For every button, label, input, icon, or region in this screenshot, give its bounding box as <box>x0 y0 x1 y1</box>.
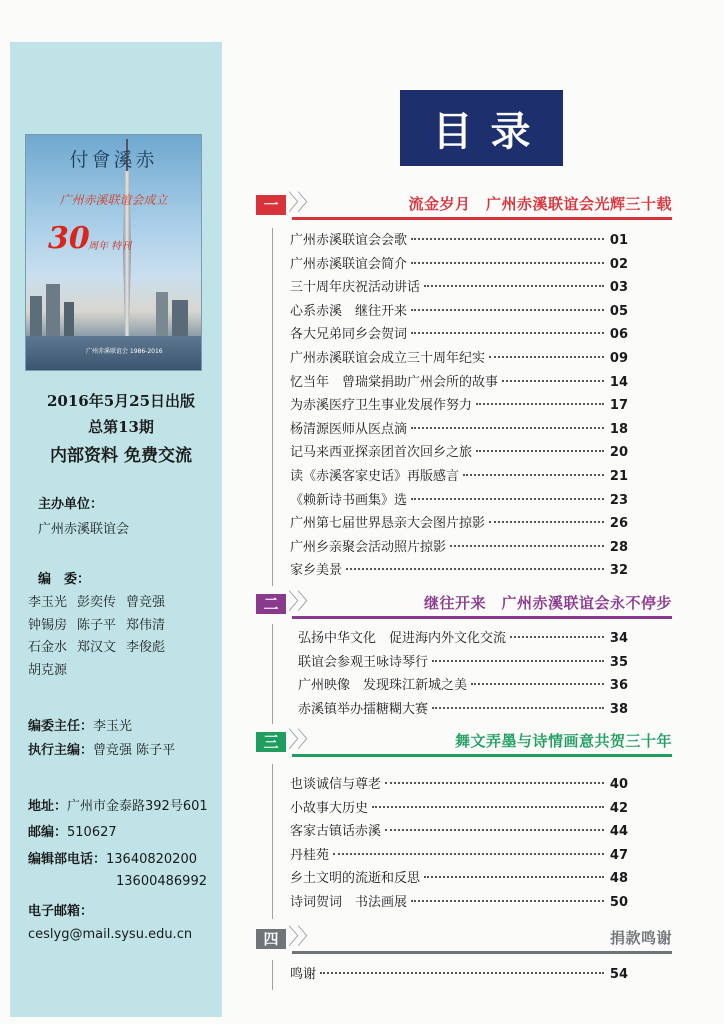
toc-entry[interactable] <box>290 323 628 347</box>
toc-entry-title: 诗词贺词 书法画展 <box>290 894 408 910</box>
toc-entry[interactable] <box>290 300 628 324</box>
toc-entry-title: 赤溪镇举办擂糖糊大赛 <box>298 701 429 717</box>
section-bar-1 <box>272 228 273 586</box>
dot-leader <box>333 853 604 855</box>
dot-leader <box>432 660 604 662</box>
editor-name: 彭奕传 <box>77 595 117 610</box>
toc-entry-title: 客家古镇话赤溪 <box>290 824 382 840</box>
toc-entry-title: 广州赤溪联谊会简介 <box>290 256 408 272</box>
toc-entry[interactable] <box>290 891 628 915</box>
section-title-4: 捐款鸣谢 <box>609 929 672 947</box>
toc-entry[interactable] <box>290 536 628 560</box>
toc-entry[interactable] <box>290 371 628 395</box>
toc-entry-page: 44 <box>609 824 628 840</box>
dot-leader <box>346 568 604 570</box>
toc-list-2 <box>298 627 628 721</box>
toc-entry-title: 家乡美景 <box>290 563 343 579</box>
dot-leader <box>385 782 604 784</box>
toc-entry-page: 48 <box>609 871 628 887</box>
page-title: 目录 <box>432 108 549 155</box>
dot-leader <box>489 521 604 523</box>
editor-name: 胡克源 <box>28 662 68 678</box>
dot-leader <box>471 683 604 685</box>
section-number-2: 二 <box>256 594 286 614</box>
editor-name: 陈子平 <box>77 617 117 633</box>
toc-entry-page: 20 <box>609 445 628 461</box>
toc-entry[interactable] <box>290 347 628 371</box>
toc-entry-page: 38 <box>609 701 628 717</box>
toc-entry-title: 杨清源医师从医点滴 <box>290 421 408 437</box>
dot-leader <box>489 356 604 358</box>
cover-note: 广州赤溪联谊会 1986-2016 <box>86 348 163 355</box>
toc-entry-title: 小故事大历史 <box>290 800 369 816</box>
toc-entry-page: 36 <box>609 678 628 694</box>
dot-leader <box>476 403 604 405</box>
dot-leader <box>320 972 604 974</box>
toc-entry-title: 心系赤溪 继往开来 <box>290 303 408 319</box>
toc-list-1 <box>290 229 628 583</box>
editor-name: 李俊彪 <box>126 640 166 655</box>
section-number-1: 一 <box>256 195 286 215</box>
toc-entry[interactable] <box>290 844 628 868</box>
postcode-row <box>28 821 117 840</box>
toc-entry-title: 广州赤溪联谊会成立三十周年纪实 <box>290 350 486 366</box>
section-number-3: 三 <box>256 732 286 752</box>
section-header-4 <box>254 927 672 957</box>
toc-list-3 <box>290 773 628 915</box>
section-title-3: 舞文弄墨与诗情画意共贺三十年 <box>454 732 672 750</box>
toc-entry[interactable] <box>290 867 628 891</box>
dot-leader <box>476 450 604 452</box>
cover-anniversary-suffix: 周年 特刊 <box>88 241 132 252</box>
dot-leader <box>411 427 604 429</box>
dot-leader <box>502 380 604 382</box>
toc-entry-title: 《赖新诗书画集》选 <box>290 492 408 508</box>
toc-entry[interactable] <box>290 773 628 797</box>
chevron-right-icon: 〉〉 <box>288 191 318 216</box>
cover-image <box>25 134 202 371</box>
dot-leader <box>510 636 604 638</box>
address-value: 广州市金泰路392号601 <box>67 799 208 814</box>
page-title-box <box>400 90 563 166</box>
sponsor-label: 主办单位： <box>38 497 104 512</box>
toc-entry-page: 05 <box>609 303 628 319</box>
chevron-right-icon: 〉〉 <box>288 728 318 753</box>
toc-entry-page: 17 <box>609 398 628 414</box>
section-bar-2 <box>272 624 273 724</box>
toc-entry-page: 28 <box>609 539 628 555</box>
toc-entry[interactable] <box>298 698 628 722</box>
skyline-graphic <box>26 278 201 338</box>
section-title-2: 继往开来 广州赤溪联谊会永不停步 <box>423 594 672 612</box>
section-bar-3 <box>272 764 273 919</box>
toc-entry[interactable] <box>290 418 628 442</box>
address-row <box>28 795 208 814</box>
toc-entry-page: 26 <box>609 516 628 532</box>
toc-entry-title: 也谈诚信与尊老 <box>290 777 382 792</box>
dot-leader <box>424 285 604 287</box>
toc-entry-page: 50 <box>609 894 628 910</box>
editor-name: 郑汉文 <box>77 640 117 655</box>
toc-entry-title: 广州第七届世界恳亲大会图片掠影 <box>290 516 486 532</box>
section-number-4: 四 <box>256 929 286 949</box>
postcode-label: 邮编： <box>28 825 68 840</box>
chevron-right-icon: 〉〉 <box>288 590 318 615</box>
phone-label: 编辑部电话： <box>28 852 107 867</box>
toc-entry[interactable] <box>290 797 628 821</box>
dot-leader <box>411 262 604 264</box>
cover-title: 付會溪赤 <box>69 149 158 171</box>
toc-entry[interactable] <box>290 253 628 277</box>
dot-leader <box>372 806 604 808</box>
editor-name: 钟锡房 <box>28 617 68 633</box>
toc-entry-page: 35 <box>609 654 628 670</box>
dot-leader <box>411 498 604 500</box>
toc-entry-title: 读《赤溪客家史话》再版感言 <box>290 468 460 484</box>
section-title-1: 流金岁月 广州赤溪联谊会光辉三十载 <box>408 195 672 213</box>
toc-entry-page: 21 <box>609 468 628 484</box>
dot-leader <box>411 332 604 334</box>
toc-entry-page: 47 <box>609 847 628 863</box>
postcode-value: 510627 <box>67 825 117 840</box>
sidebar <box>10 42 222 1017</box>
toc-entry-page: 34 <box>609 631 628 646</box>
chief-editor-row <box>28 715 132 734</box>
toc-entry-page: 14 <box>609 374 628 390</box>
toc-entry-page: 01 <box>609 233 628 248</box>
dot-leader <box>432 707 604 709</box>
chief-editor-value: 李玉光 <box>93 719 133 734</box>
email-label: 电子邮箱： <box>28 904 94 919</box>
executive-editor-value: 曾竞强 陈子平 <box>93 743 176 758</box>
toc-entry-page: 18 <box>609 421 628 437</box>
address-label: 地址： <box>28 799 68 814</box>
dot-leader <box>385 829 604 831</box>
issue-number: 总第13期 <box>88 418 154 436</box>
toc-entry[interactable] <box>290 489 628 513</box>
executive-editor-label: 执行主编： <box>28 743 94 758</box>
publish-date: 2016年5月25日出版 <box>46 392 196 410</box>
toc-entry-title: 乡土文明的流逝和反思 <box>290 871 421 887</box>
section-divider-3 <box>292 754 672 757</box>
toc-entry-page: 02 <box>609 256 628 272</box>
toc-entry[interactable] <box>290 559 628 583</box>
toc-entry[interactable] <box>298 674 628 698</box>
editor-name: 曾竞强 <box>126 595 166 610</box>
phone-value-2: 13600486992 <box>116 874 207 889</box>
toc-entry-page: 03 <box>609 280 628 296</box>
toc-entry-title: 记马来西亚探亲团首次回乡之旅 <box>290 445 473 461</box>
toc-entry-page: 32 <box>609 563 628 579</box>
toc-entry-title: 鸣谢 <box>290 967 317 982</box>
toc-entry-page: 54 <box>609 967 628 982</box>
toc-entry-page: 09 <box>609 350 628 366</box>
toc-entry-page: 42 <box>609 800 628 816</box>
toc-entry[interactable] <box>298 651 628 675</box>
editor-name: 李玉光 <box>28 595 68 610</box>
dot-leader <box>411 238 604 240</box>
toc-entry-title: 联谊会参观王咏诗琴行 <box>298 654 429 670</box>
toc-entry[interactable] <box>290 229 628 253</box>
toc-entry-title: 广州映像 发现珠江新城之美 <box>298 678 468 694</box>
section-divider-4 <box>292 951 672 954</box>
dot-leader <box>411 309 604 311</box>
sponsor-value: 广州赤溪联谊会 <box>38 522 130 537</box>
phone-row <box>28 848 197 867</box>
phone-value-1: 13640820200 <box>106 852 197 867</box>
cover-subtitle: 广州赤溪联谊会成立 <box>59 193 168 207</box>
toc-entry-title: 弘扬中华文化 促进海内外文化交流 <box>298 631 507 646</box>
toc-entry[interactable] <box>290 512 628 536</box>
toc-entry-title: 三十周年庆祝活动讲话 <box>290 280 421 296</box>
toc-entry[interactable] <box>290 465 628 489</box>
section-header-1 <box>254 193 672 223</box>
dot-leader <box>424 876 604 878</box>
section-header-3 <box>254 730 672 760</box>
toc-entry-title: 丹桂苑 <box>290 847 330 863</box>
toc-entry-page: 40 <box>609 777 628 792</box>
executive-editor-row <box>28 739 175 758</box>
dot-leader <box>411 900 604 902</box>
toc-entry-title: 各大兄弟同乡会贺词 <box>290 327 408 343</box>
toc-entry[interactable] <box>290 441 628 465</box>
toc-entry[interactable] <box>290 276 628 300</box>
toc-entry-title: 为赤溪医疗卫生事业发展作努力 <box>290 398 473 414</box>
toc-entry-title: 忆当年 曾瑞棠捐助广州会所的故事 <box>290 374 499 390</box>
cover-anniversary-number: 30 <box>48 221 90 256</box>
editor-name: 郑伟清 <box>126 617 166 633</box>
section-divider-2 <box>292 616 672 619</box>
toc-list-4 <box>290 963 628 987</box>
toc-entry[interactable] <box>290 820 628 844</box>
distribution-notice: 内部资料 免费交流 <box>50 446 192 466</box>
toc-entry-title: 广州赤溪联谊会会歌 <box>290 233 408 248</box>
chevron-right-icon: 〉〉 <box>288 925 318 950</box>
section-bar-4 <box>272 960 273 990</box>
editors-label: 编 委： <box>38 572 91 587</box>
section-divider-1 <box>292 217 672 220</box>
dot-leader <box>463 474 604 476</box>
toc-entry[interactable] <box>290 394 628 418</box>
editors-list <box>28 592 213 682</box>
section-header-2 <box>254 592 672 622</box>
toc-entry-title: 广州乡亲聚会活动照片掠影 <box>290 539 447 555</box>
toc-entry-page: 23 <box>609 492 628 508</box>
toc-entry-page: 06 <box>609 327 628 343</box>
toc-entry[interactable] <box>298 627 628 651</box>
chief-editor-label: 编委主任： <box>28 719 94 734</box>
dot-leader <box>450 545 604 547</box>
email-value[interactable]: ceslyg@mail.sysu.edu.cn <box>28 927 193 942</box>
toc-entry[interactable] <box>290 963 628 987</box>
editor-name: 石金水 <box>28 640 68 655</box>
